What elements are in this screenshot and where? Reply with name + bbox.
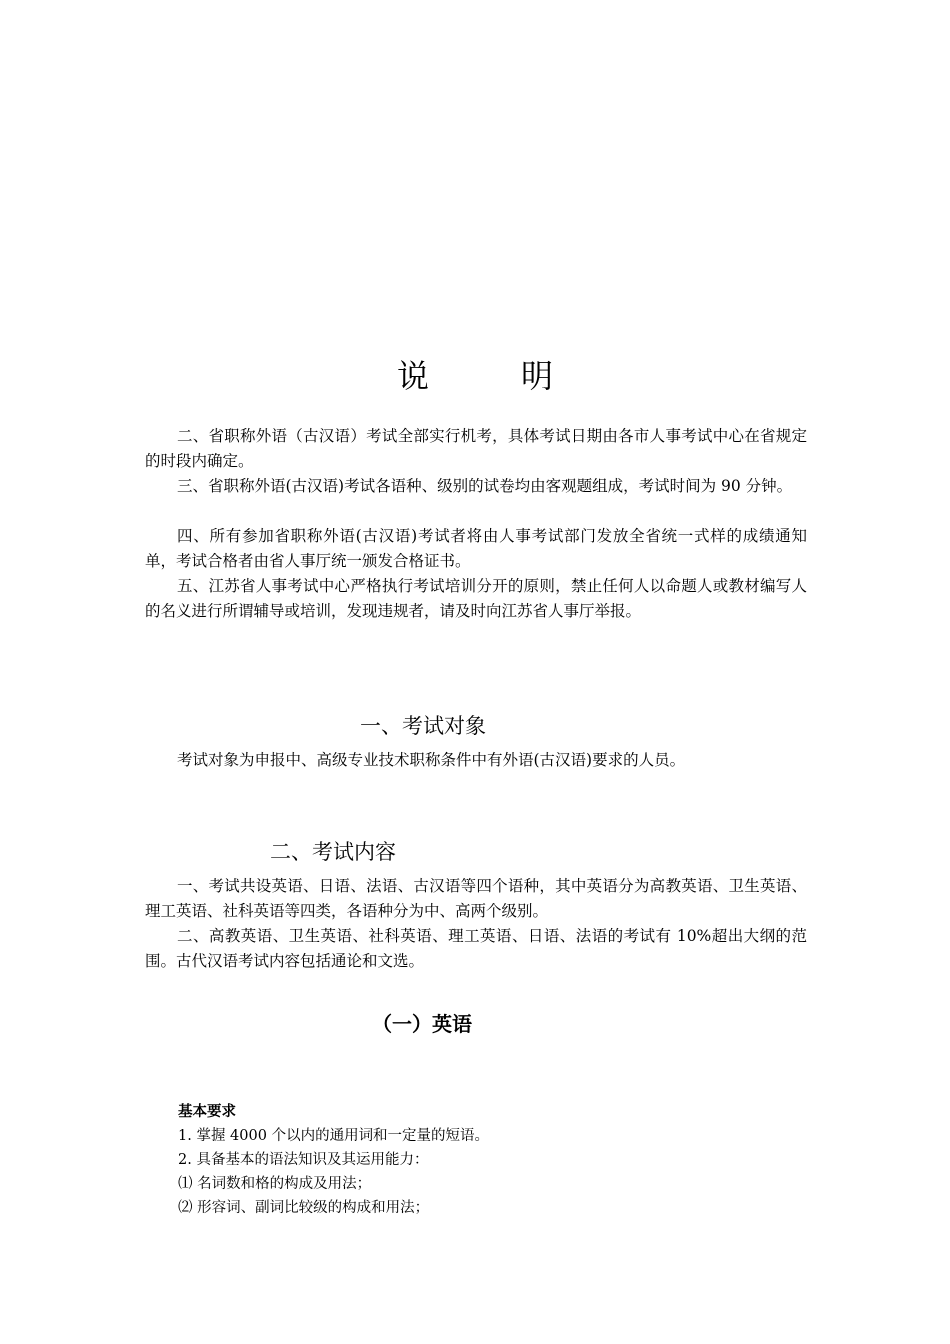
subsection-heading-english: （一）英语 (372, 1012, 472, 1036)
intro-paragraph-2: 二、省职称外语（古汉语）考试全部实行机考，具体考试日期由各市人事考试中心在省规定的时段内确定。 (145, 427, 807, 470)
intro-paragraph-3: 三、省职称外语(古汉语)考试各语种、级别的试卷均由客观题组成，考试时间为 90 分钟。 (177, 477, 793, 495)
requirements-list (178, 1124, 489, 1220)
section-heading-exam-content: 二、考试内容 (270, 840, 396, 864)
exam-content-paragraph-2: 二、高教英语、卫生英语、社科英语、理工英语、日语、法语的考试有 10%超出大纲的范围。古代汉语考试内容包括通论和文选。 (145, 927, 807, 970)
requirement-item: ⑵ 形容词、副词比较级的构成和用法； (178, 1200, 430, 1216)
section-heading-exam-target: 一、考试对象 (360, 714, 486, 738)
intro-paragraph-4: 四、所有参加省职称外语(古汉语)考试者将由人事考试部门发放全省统一式样的成绩通知单，考试合格者由省人事厅统一颁发合格证书。 (145, 527, 807, 570)
requirement-item: 2. 具备基本的语法知识及其运用能力： (178, 1152, 429, 1168)
document-title: 说 明 (396, 357, 583, 396)
intro-paragraph-5: 五、江苏省人事考试中心严格执行考试培训分开的原则，禁止任何人以命题人或教材编写人的名义进行所谓辅导或培训，发现违规者，请及时向江苏省人事厅举报。 (145, 577, 807, 620)
requirements-title: 基本要求 (178, 1104, 236, 1120)
exam-target-paragraph: 考试对象为申报中、高级专业技术职称条件中有外语(古汉语)要求的人员。 (177, 751, 686, 769)
requirement-item: 1. 掌握 4000 个以内的通用词和一定量的短语。 (178, 1128, 490, 1144)
requirement-item: ⑴ 名词数和格的构成及用法； (178, 1176, 372, 1192)
exam-content-paragraph-1: 一、考试共设英语、日语、法语、古汉语等四个语种，其中英语分为高教英语、卫生英语、理工英语、社科英语等四类，各语种分为中、高两个级别。 (145, 877, 807, 920)
